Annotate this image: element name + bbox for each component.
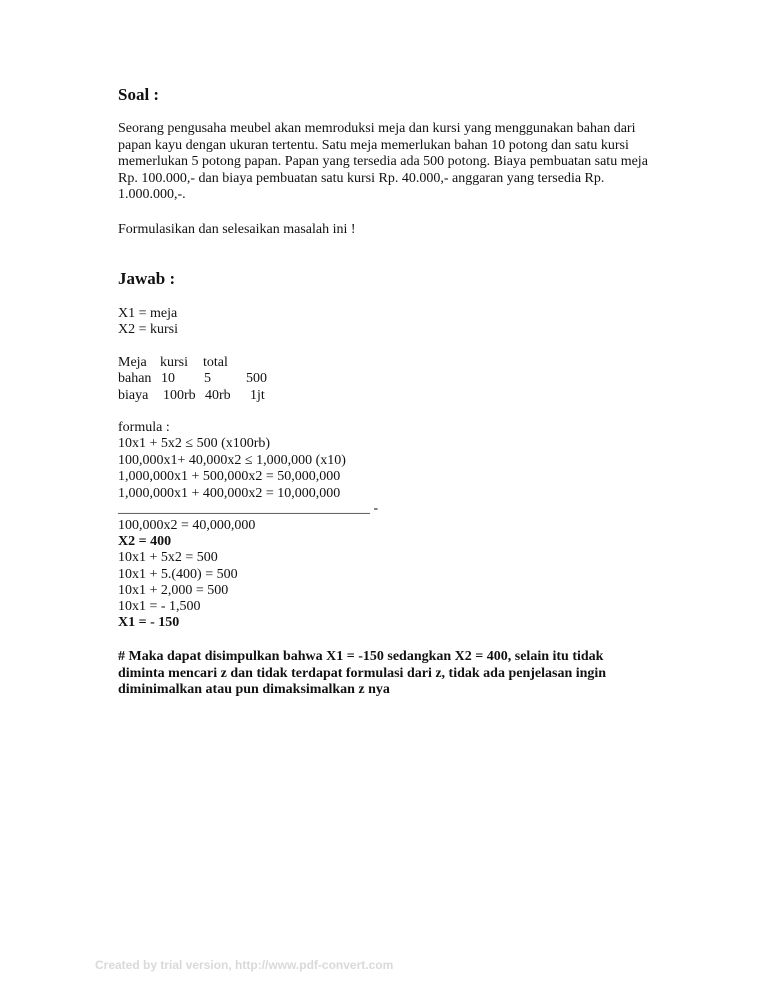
formula-line: 10x1 + 2,000 = 500 bbox=[118, 583, 229, 598]
table-row-bahan-meja: 10 bbox=[161, 371, 175, 386]
table-row-bahan-kursi: 5 bbox=[204, 371, 211, 386]
table-row-biaya-total: 1jt bbox=[250, 388, 265, 403]
formula-line: 10x1 = - 1,500 bbox=[118, 599, 201, 614]
formula-line: 10x1 + 5x2 ≤ 500 (x100rb) bbox=[118, 436, 271, 451]
formula-line: formula : bbox=[118, 420, 170, 435]
formula-line: 1,000,000x1 + 400,000x2 = 10,000,000 bbox=[118, 486, 341, 501]
table-row-bahan-total: 500 bbox=[246, 371, 267, 386]
table-row-biaya-meja: 100rb bbox=[163, 388, 196, 403]
formula-line: 10x1 + 5x2 = 500 bbox=[118, 550, 218, 565]
formula-line: 1,000,000x1 + 500,000x2 = 50,000,000 bbox=[118, 469, 341, 484]
table-row-biaya-kursi: 40rb bbox=[205, 388, 231, 403]
table-header-total: total bbox=[203, 355, 228, 370]
table-header-meja: Meja bbox=[118, 355, 147, 370]
variable-x1: X1 = meja bbox=[118, 306, 178, 321]
jawab-heading: Jawab : bbox=[118, 269, 176, 288]
soal-body: Seorang pengusaha meubel akan memroduksi meja dan kursi yang menggunakan bahan dari papan kayu dengan ukuran tertentu. Satu meja memerlukan bahan 10 potong dan satu kursi memerlukan 5 potong papan. Papan yang tersedia ada 500 potong. Biaya pembuatan satu meja Rp. 100.000,- dan biaya pembuatan satu kursi Rp. 40.000,- anggaran yang tersedia Rp. 1.000.000,-. bbox=[118, 121, 648, 202]
table-row-bahan-label: bahan bbox=[118, 371, 152, 386]
table-row-biaya-label: biaya bbox=[118, 388, 149, 403]
formula-line: 10x1 + 5.(400) = 500 bbox=[118, 567, 238, 582]
variable-x2: X2 = kursi bbox=[118, 322, 179, 337]
formula-line: 100,000x2 = 40,000,000 bbox=[118, 518, 256, 533]
conclusion-text: # Maka dapat disimpulkan bahwa X1 = -150 sedangkan X2 = 400, selain itu tidak diminta mencari z dan tidak terdapat formulasi dari z, tidak ada penjelasan ingin diminimalkan atau pun dimaksimalkan z nya bbox=[118, 649, 607, 697]
soal-heading: Soal : bbox=[118, 85, 160, 104]
formula-divider: ____________________________________ - bbox=[118, 501, 379, 516]
table-header-kursi: kursi bbox=[160, 355, 188, 370]
result-x1: X1 = - 150 bbox=[118, 615, 180, 630]
result-x2: X2 = 400 bbox=[118, 534, 172, 549]
soal-instruction: Formulasikan dan selesaikan masalah ini ! bbox=[118, 222, 356, 237]
trial-watermark: Created by trial version, http://www.pdf-convert.com bbox=[95, 958, 394, 972]
formula-line: 100,000x1+ 40,000x2 ≤ 1,000,000 (x10) bbox=[118, 453, 346, 468]
